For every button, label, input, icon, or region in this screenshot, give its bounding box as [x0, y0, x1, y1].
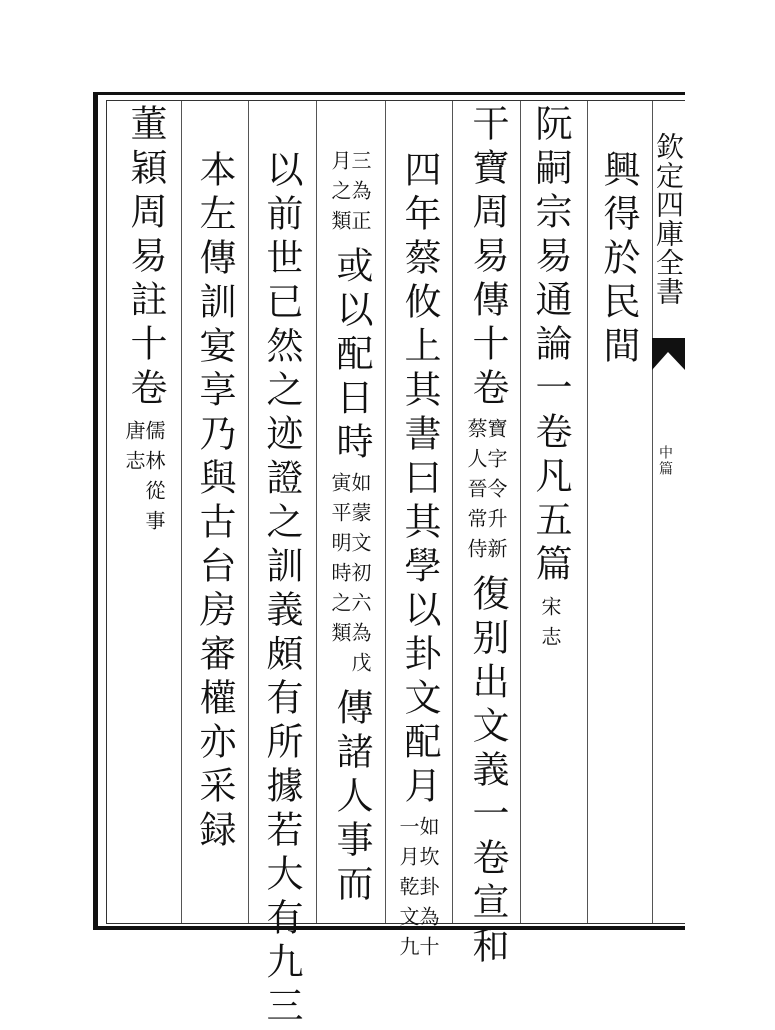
column-text: 以前世已然之迹證之訓義頗有所據若大有九三: [260, 150, 303, 1030]
column-rule: [520, 101, 521, 923]
column-note: 宋志: [538, 596, 562, 656]
column-note: [330, 150, 370, 240]
note-line: 如蒙文初六為戊: [348, 472, 372, 682]
column-text: 干寶周易傳十卷: [466, 104, 509, 412]
note-line: 唐志: [122, 420, 146, 480]
column-note: [330, 472, 370, 682]
column-rule: [587, 101, 588, 923]
text-column-4: [396, 150, 441, 966]
text-column-7: [193, 150, 236, 854]
column-note: [124, 420, 164, 540]
note-line: 一月乾文九: [396, 816, 420, 966]
column-text: 興得於民間: [597, 150, 640, 370]
column-rule: [316, 101, 317, 923]
column-rule: [452, 101, 453, 923]
column-text: 董穎周易註十卷: [124, 104, 167, 412]
text-column-8: [122, 104, 167, 540]
column-text: 傳諸人事而: [330, 688, 373, 908]
column-rule: [181, 101, 182, 923]
text-column-6: [260, 150, 303, 1030]
text-column-2: [529, 104, 572, 656]
column-text: 阮嗣宗易通論一卷凡五篇: [529, 104, 572, 588]
text-column-5: [328, 150, 373, 908]
text-column-1: [597, 150, 640, 370]
column-text: 四年蔡攸上其書曰其學以卦文配月: [398, 150, 441, 810]
column-note: [398, 816, 438, 966]
column-text: 本左傳訓宴享乃與古台房審權亦采録: [193, 150, 236, 854]
note-line: 三為正: [348, 150, 372, 240]
column-text: 復别出文義一卷宣和: [466, 574, 509, 970]
note-line: 蔡人晉常侍: [464, 418, 488, 568]
fishtail-mark: [652, 338, 685, 370]
text-column-3: [464, 104, 509, 970]
book-title: 欽定四庫全書: [652, 132, 685, 306]
note-line: 如坎卦為十: [416, 816, 440, 966]
note-line: 寶字令升新: [484, 418, 508, 568]
column-text: 或以配日時: [330, 246, 373, 466]
column-rule: [248, 101, 249, 923]
note-line: 寅平明時之類: [328, 472, 352, 652]
column-note: [466, 418, 506, 568]
note-line: 儒林從事: [142, 420, 166, 540]
column-rule: [385, 101, 386, 923]
note-line: 月之類: [328, 150, 352, 240]
section-label: 中篇: [657, 445, 673, 477]
